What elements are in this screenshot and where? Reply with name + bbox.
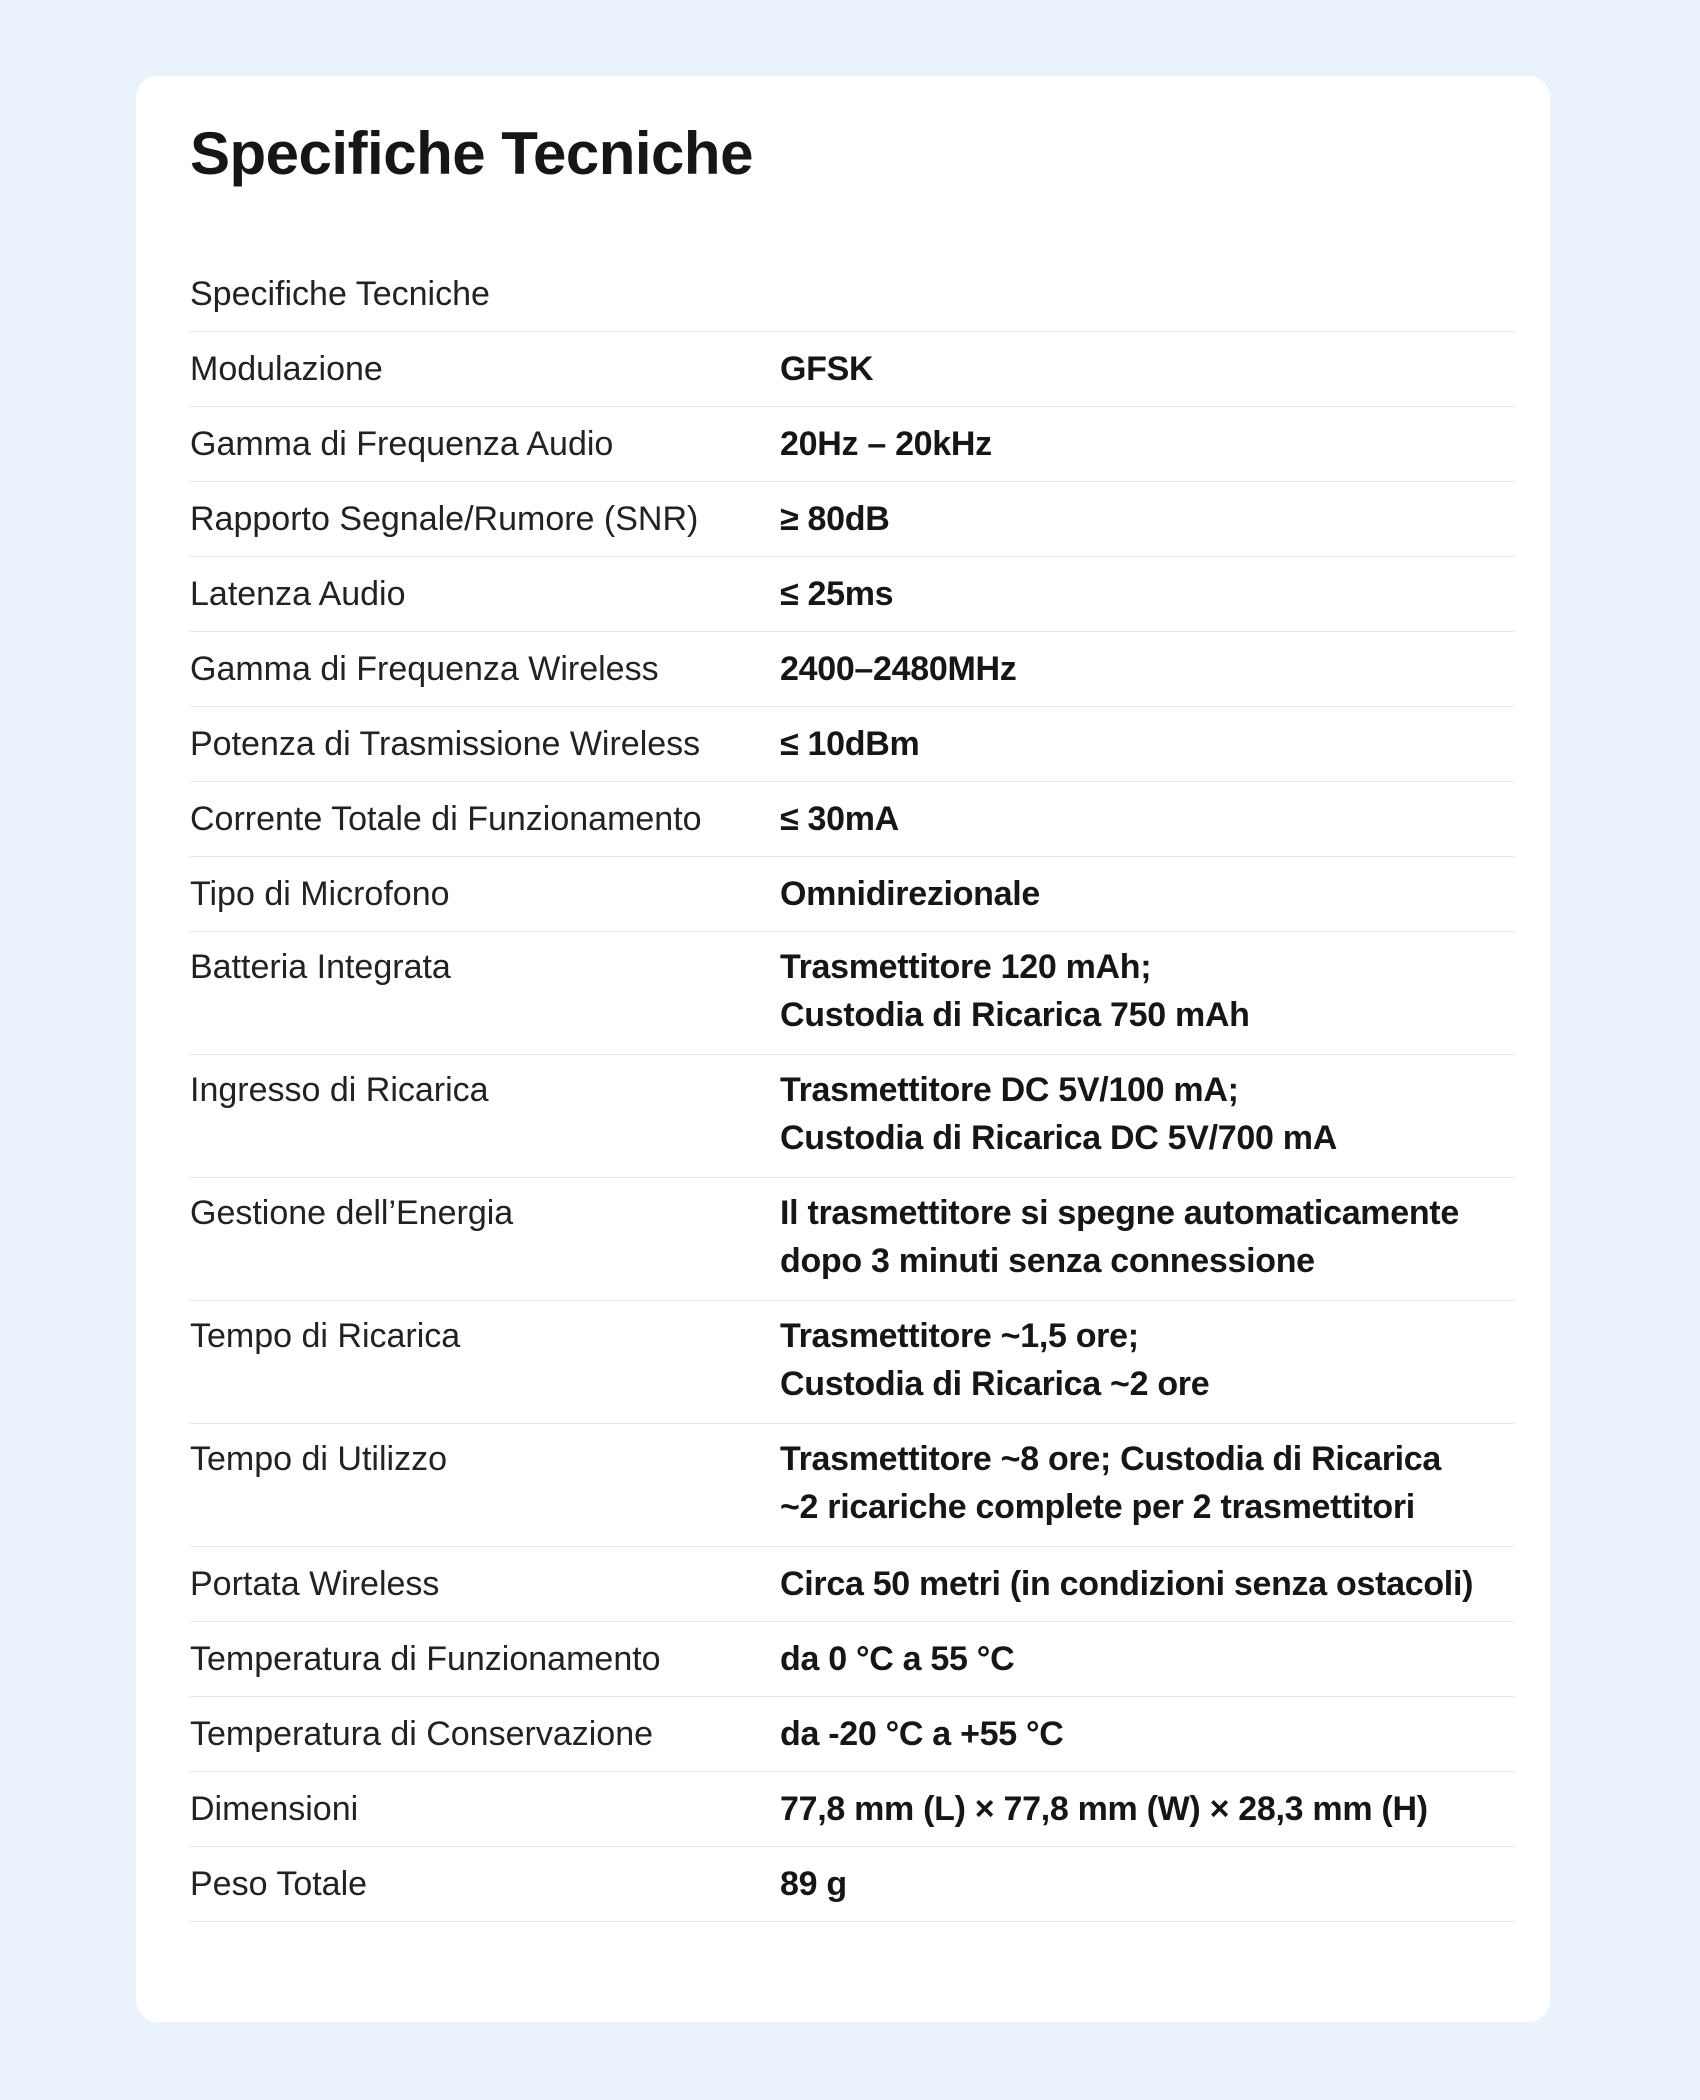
spec-value: ≤ 25ms [780, 575, 894, 613]
spec-value: Trasmettitore DC 5V/100 mA; Custodia di Ricarica DC 5V/700 mA [780, 1071, 1337, 1157]
spec-value: 89 g [780, 1865, 847, 1903]
table-row [190, 1055, 1514, 1178]
spec-card [136, 76, 1550, 2022]
spec-table [190, 258, 1514, 1922]
spec-label: Gamma di Frequenza Audio [190, 425, 614, 463]
spec-value: Omnidirezionale [780, 875, 1040, 913]
table-header: Specifiche Tecniche [190, 258, 1514, 332]
spec-value: da -20 °C a +55 °C [780, 1715, 1064, 1753]
spec-label: Ingresso di Ricarica [190, 1071, 489, 1109]
table-row [190, 1772, 1514, 1847]
spec-value: 2400–2480MHz [780, 650, 1017, 688]
spec-value: GFSK [780, 350, 874, 388]
spec-label: Temperatura di Conservazione [190, 1715, 654, 1753]
spec-label: Gestione dell’Energia [190, 1194, 514, 1232]
page-title: Specifiche Tecniche [190, 120, 753, 187]
spec-label: Dimensioni [190, 1790, 359, 1828]
spec-value: 20Hz – 20kHz [780, 425, 992, 463]
spec-value: ≥ 80dB [780, 500, 890, 538]
spec-label: Tipo di Microfono [190, 875, 450, 913]
spec-value: ≤ 10dBm [780, 725, 920, 763]
table-row [190, 932, 1514, 1055]
table-row [190, 632, 1514, 707]
spec-value: da 0 °C a 55 °C [780, 1640, 1015, 1678]
table-row [190, 782, 1514, 857]
spec-value: Circa 50 metri (in condizioni senza ostacoli) [780, 1565, 1474, 1603]
table-row [190, 707, 1514, 782]
spec-value: Trasmettitore 120 mAh; Custodia di Ricarica 750 mAh [780, 948, 1250, 1034]
spec-value: Il trasmettitore si spegne automaticamente dopo 3 minuti senza connessione [780, 1194, 1459, 1280]
spec-label: Batteria Integrata [190, 948, 451, 986]
table-row [190, 857, 1514, 932]
spec-value: Trasmettitore ~1,5 ore; Custodia di Ricarica ~2 ore [780, 1317, 1210, 1403]
spec-label: Potenza di Trasmissione Wireless [190, 725, 701, 763]
table-row [190, 1697, 1514, 1772]
table-row [190, 332, 1514, 407]
table-row [190, 1178, 1514, 1301]
table-row [190, 1301, 1514, 1424]
table-row [190, 557, 1514, 632]
table-row [190, 407, 1514, 482]
table-row [190, 1622, 1514, 1697]
spec-label: Latenza Audio [190, 575, 406, 613]
spec-label: Peso Totale [190, 1865, 368, 1903]
table-row [190, 482, 1514, 557]
spec-label: Tempo di Ricarica [190, 1317, 461, 1355]
spec-label: Rapporto Segnale/Rumore (SNR) [190, 500, 699, 538]
table-row [190, 1847, 1514, 1922]
spec-label: Temperatura di Funzionamento [190, 1640, 661, 1678]
spec-label: Tempo di Utilizzo [190, 1440, 447, 1478]
spec-value: ≤ 30mA [780, 800, 899, 838]
spec-label: Modulazione [190, 350, 383, 388]
spec-label: Portata Wireless [190, 1565, 440, 1603]
table-row [190, 1547, 1514, 1622]
spec-value: Trasmettitore ~8 ore; Custodia di Ricarica ~2 ricariche complete per 2 trasmettitori [780, 1440, 1442, 1526]
spec-label: Corrente Totale di Funzionamento [190, 800, 702, 838]
table-row [190, 1424, 1514, 1547]
spec-value: 77,8 mm (L) × 77,8 mm (W) × 28,3 mm (H) [780, 1790, 1428, 1828]
spec-label: Gamma di Frequenza Wireless [190, 650, 659, 688]
